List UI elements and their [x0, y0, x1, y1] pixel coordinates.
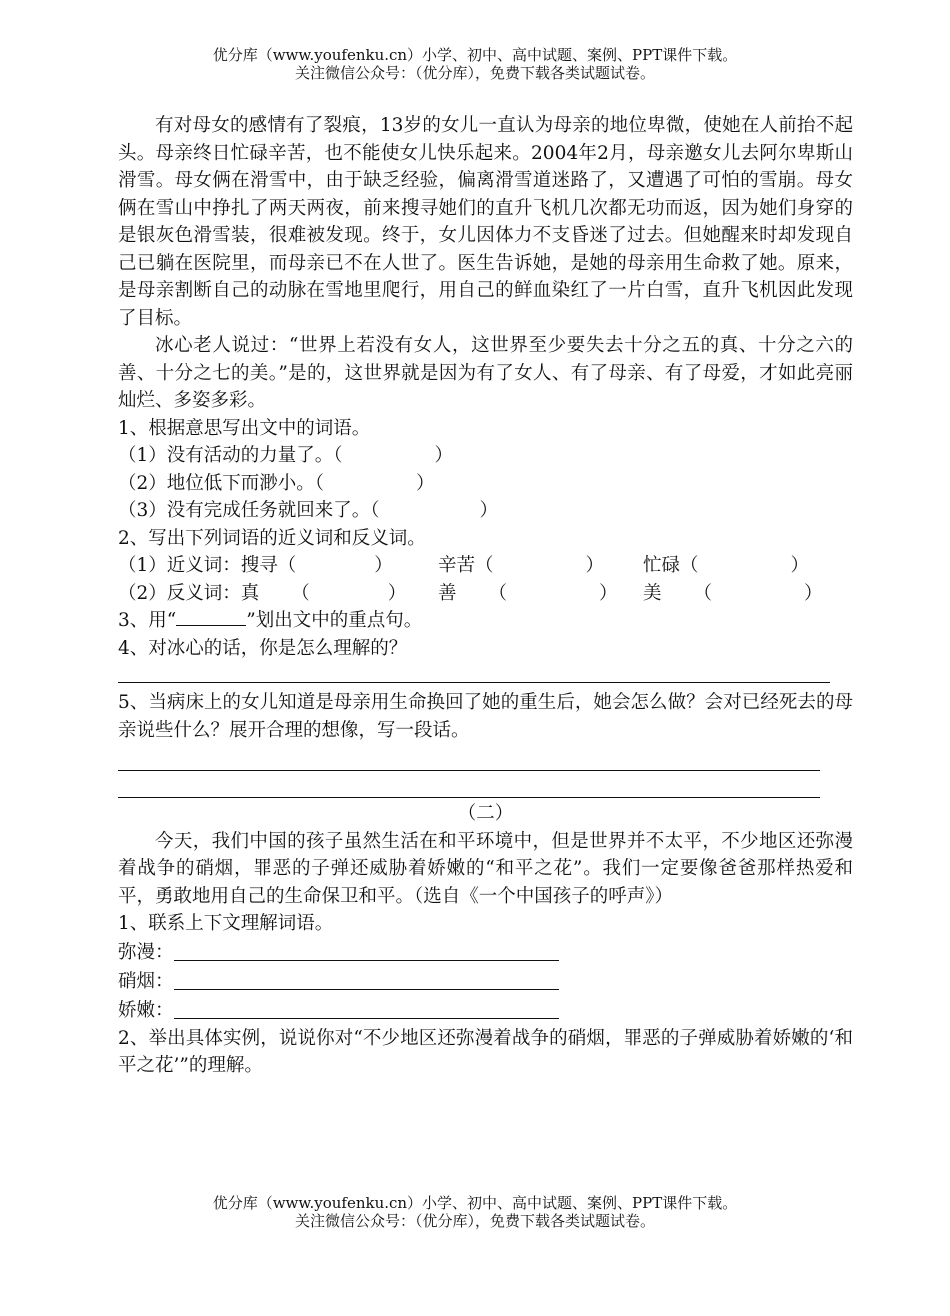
label: （1）近义词：搜寻（	[118, 555, 297, 576]
underline-sample	[176, 609, 246, 626]
section-2-question-2: 2、举出具体实例，说说你对“不少地区还弥漫着战争的硝烟，罪恶的子弹威胁着娇嫩的‘和平之花’”的理解。	[118, 1027, 853, 1076]
footer-line-1: 优分库（www.youfenku.cn）小学、初中、高中试题、案例、PPT课件下载。	[212, 1194, 738, 1212]
label: 忙碌（	[643, 555, 699, 576]
section-2-paragraph: 今天，我们中国的孩子虽然生活在和平环境中，但是世界并不太平，不少地区还弥漫着战争的硝烟，罪恶的子弹还威胁着娇嫩的“和平之花”。我们一定要像爸爸那样热爱和平，勇敢地用自己的生命保卫和平。（选自《一个中国孩子的呼声》）	[118, 830, 853, 907]
open-paren: （	[291, 582, 310, 604]
close-paren: ）	[387, 582, 407, 604]
question-1-item-3	[118, 497, 853, 525]
question-3	[118, 607, 853, 635]
synonym-2	[438, 552, 643, 580]
label: 美	[643, 582, 662, 604]
header-line-1: 优分库（www.youfenku.cn）小学、初中、高中试题、案例、PPT课件下载。	[212, 46, 738, 64]
label: （2）反义词：真	[118, 582, 260, 604]
question-2-title: 2、写出下列词语的近义词和反义词。	[118, 527, 426, 549]
question-1-item-2	[118, 470, 853, 498]
close-paren: ）	[434, 445, 454, 466]
page-footer	[0, 1194, 950, 1230]
section-2-question-1-title: 1、联系上下文理解词语。	[118, 913, 334, 934]
question-2-row-1	[118, 552, 853, 580]
word-label: 硝烟：	[118, 971, 174, 992]
answer-line[interactable]	[174, 938, 559, 961]
synonym-3	[643, 552, 809, 580]
label: 辛苦（	[438, 555, 494, 576]
synonym-1	[118, 552, 438, 580]
item-text: （3）没有完成任务就回来了。（	[118, 500, 380, 521]
answer-line[interactable]	[118, 744, 820, 771]
word-row-jiaonen	[118, 996, 853, 1025]
open-paren: （	[693, 582, 713, 604]
close-paren: ）	[479, 500, 499, 521]
question-2-row-2	[118, 580, 853, 608]
footer-line-2: 关注微信公众号：（优分库），免费下载各类试题试卷。	[294, 1212, 655, 1230]
passage-paragraph-2: 冰心老人说过：“世界上若没有女人，这世界至少要失去十分之五的真、十分之六的善、十分之七的美。”是的，这世界就是因为有了女人、有了母亲、有了母爱，才如此亮丽灿烂、多姿多彩。	[118, 335, 853, 411]
close-paren: ）	[585, 555, 605, 576]
question-3-pre: 3、用“	[118, 610, 177, 631]
answer-line[interactable]	[118, 771, 820, 798]
page-header	[0, 46, 950, 82]
close-paren: ）	[374, 555, 393, 576]
answer-line[interactable]	[174, 967, 559, 990]
header-line-2: 关注微信公众号：（优分库），免费下载各类试题试卷。	[294, 64, 655, 82]
word-row-xiaoyan	[118, 967, 853, 996]
item-text: （2）地位低下而渺小。（	[118, 472, 325, 494]
antonym-3	[643, 580, 823, 608]
close-paren: ）	[416, 472, 435, 494]
section-2-heading: （二）	[457, 803, 514, 824]
answer-line[interactable]	[174, 996, 559, 1019]
label: 善	[438, 582, 457, 604]
passage-paragraph-1: 有对母女的感情有了裂痕，13岁的女儿一直认为母亲的地位卑微，使她在人前抬不起头。母亲终日忙碌辛苦，也不能使女儿快乐起来。2004年2月，母亲邀女儿去阿尔卑斯山滑雪。母女俩在滑雪中，由于缺乏经验，偏离滑雪道迷路了，又遭遇了可怕的雪崩。母女俩在雪山中挣扎了两天两夜，前来搜寻她们的直升飞机几次都无功而返，因为她们身穿的是银灰色滑雪装，很难被发现。终于，女儿因体力不支昏迷了过去。但她醒来时却发现自己已躺在医院里，而母亲已不在人世了。医生告诉她，是她的母亲用生命救了她。原来，是母亲割断自己的动脉在雪地里爬行，用自己的鲜血染红了一片白雪，直升飞机因此发现了目标。	[118, 115, 853, 329]
word-label: 弥漫：	[118, 942, 174, 963]
question-1-title: 1、根据意思写出文中的词语。	[118, 417, 371, 439]
antonym-2	[438, 580, 643, 608]
question-3-post: ”划出文中的重点句。	[246, 610, 423, 631]
antonym-1	[118, 580, 438, 608]
close-paren: ）	[599, 582, 618, 604]
question-5-title: 5、当病床上的女儿知道是母亲用生命换回了她的重生后，她会怎么做？会对已经死去的母亲说些什么？展开合理的想像，写一段话。	[118, 692, 853, 741]
word-row-miman	[118, 938, 853, 967]
main-content	[118, 112, 853, 1080]
close-paren: ）	[790, 555, 810, 576]
answer-line[interactable]	[118, 662, 830, 683]
question-1-item-1	[118, 442, 853, 470]
open-paren: （	[488, 582, 508, 604]
word-label: 娇嫩：	[118, 1000, 174, 1021]
question-4-title: 4、对冰心的话，你是怎么理解的？	[118, 637, 408, 659]
item-text: （1）没有活动的力量了。（	[118, 445, 343, 466]
close-paren: ）	[804, 582, 823, 604]
